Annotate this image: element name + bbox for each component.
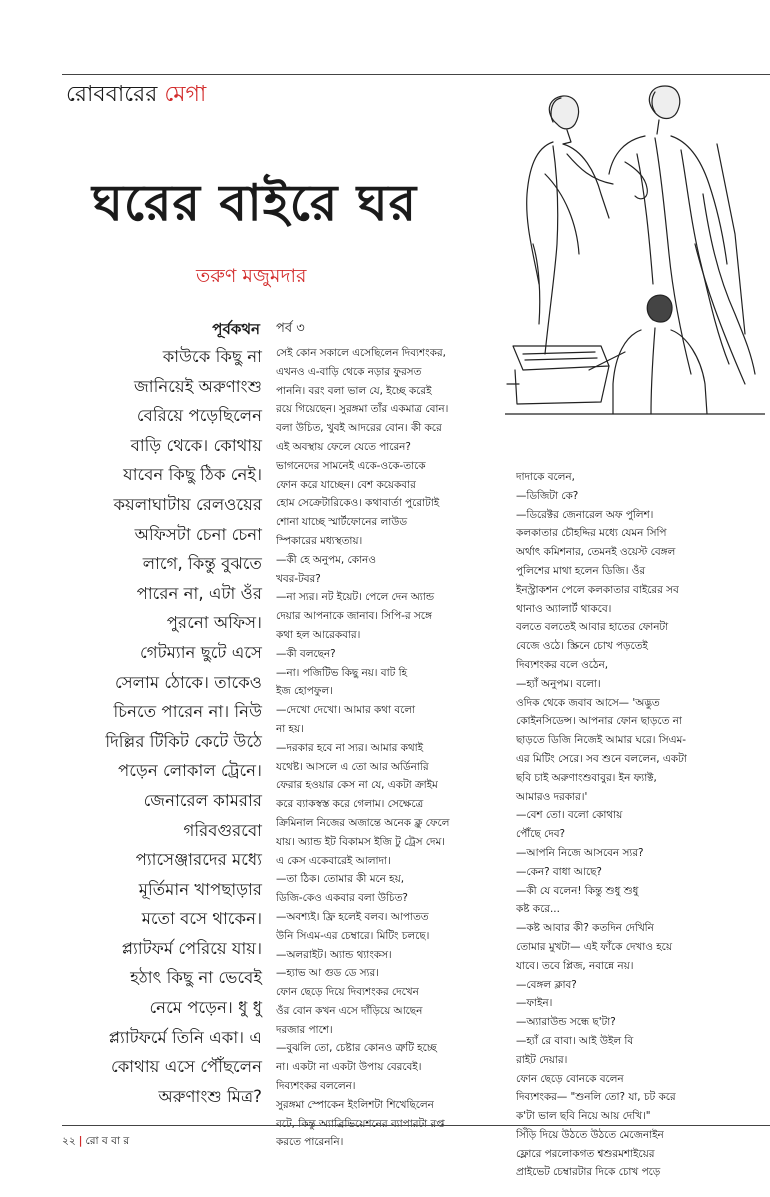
- illustration-two-women-and-man: [505, 84, 765, 419]
- text-line: ফোন করে যাচ্ছেন। বেশ কয়েকবার: [276, 478, 416, 491]
- text-line: করতে পারেননি।: [276, 1136, 344, 1149]
- text-line: —কী যে বলেন! কিন্তু শুধু শুধু: [516, 884, 639, 897]
- text-line: ওদিক থেকে জবাব আসে— 'অদ্ভুত: [516, 696, 660, 709]
- text-line: বেজে ওঠে। স্ক্রিনে চোখ পড়তেই: [516, 640, 648, 653]
- text-line: নেমে পড়েন। ধু ধু: [149, 998, 262, 1018]
- text-line: হঠাৎ কিছু না ভেবেই: [130, 968, 262, 988]
- text-line: —হ্যাঁ রে বাবা। আই উইল বি: [516, 1034, 634, 1047]
- text-line: থানাও অ্যালার্ট থাকবে।: [516, 602, 612, 615]
- text-line: ইনস্ট্রাকশন পেলে কলকাতার বাইরের সব: [516, 583, 679, 596]
- text-line: পারেন না, এটা ওঁর: [136, 583, 262, 603]
- text-line: উনি সিএম-এর চেম্বারে। মিটিং চলছে।: [276, 929, 430, 942]
- bottom-rule: [62, 1125, 770, 1126]
- section-name: রোববারের: [66, 82, 158, 107]
- top-rule: [62, 74, 770, 75]
- text-line: ফোন ছেড়ে বোনকে বলেন: [516, 1072, 624, 1085]
- text-line: —কেন? বাধা আছে?: [516, 865, 602, 878]
- section-accent: মেগা: [164, 82, 207, 107]
- text-line: —অলরাইট। অ্যান্ড থ্যাংকস।: [276, 948, 392, 961]
- text-line: শোনা যাচ্ছে স্মার্টফোনের লাউড: [276, 516, 407, 529]
- text-line: মূর্তিমান খাপছাড়ার: [138, 879, 262, 899]
- text-line: বটে, কিন্তু অ্যাব্রিভিয়েশনের ব্যাপারটা রপ্ত: [276, 1117, 445, 1130]
- text-line: গেটম্যান ছুটে এসে: [140, 642, 262, 662]
- text-line: —তা ঠিক। তোমার কী মনে হয়,: [276, 873, 405, 886]
- text-line: ক্রিমিনাল নিজের অজান্তে অনেক ক্লু ফেলে: [276, 816, 450, 829]
- text-line: দাদাকে বলেন,: [516, 471, 575, 483]
- text-line: সেই কোন সকালে এসেছিলেন দিব্যশংকর,: [276, 347, 446, 359]
- author-name: তরুণ মজুমদার: [196, 265, 307, 287]
- text-line: কথা হল আরেকবার।: [276, 628, 361, 641]
- text-line: বাড়ি থেকে। কোথায়: [130, 435, 262, 455]
- text-line: অরুণাংশু মিত্র?: [158, 1086, 262, 1106]
- page-footer: [62, 1134, 129, 1151]
- text-line: কলকাতার চৌহদ্দির মধ্যে যেমন সিপি: [516, 527, 667, 540]
- text-line: —ডিজিটা কে?: [516, 489, 579, 502]
- text-line: অর্থাৎ কমিশনার, তেমনই ওয়েস্ট বেঙ্গল: [516, 546, 676, 559]
- text-line: দিব্যশংকর বললেন।: [276, 1080, 356, 1093]
- text-line: যায়। অ্যান্ড ইট বিকামস ইজি টু ট্রেস দেম।: [276, 835, 445, 848]
- text-line: পুলিশের মাথা হলেন ডিজি। ওঁর: [516, 564, 646, 577]
- text-line: প্রাইভেট চেম্বারটার দিকে চোখ পড়ে: [516, 1166, 661, 1179]
- text-line: —অ্যারাউন্ড সন্ধে ছ'টা?: [516, 1016, 616, 1029]
- text-line: ছাড়তে ডিজি নিজেই আমার ঘরে। সিএম-: [516, 734, 687, 747]
- text-line: ওঁর বোন কখন এসে দাঁড়িয়ে আছেন: [276, 1004, 423, 1017]
- text-line: ভাগনেদের সামনেই একে-ওকে-তাকে: [276, 459, 426, 472]
- text-line: সুরঙ্গমা স্পোকেন ইংলিশটা শিখেছিলেন: [276, 1098, 434, 1111]
- prologue-summary: [66, 342, 262, 1111]
- text-line: কাউকে কিছু না: [162, 347, 262, 366]
- text-line: —হ্যাঁ অনুপম। বলো।: [516, 677, 601, 690]
- text-line: দিব্যশংকর বলে ওঠেন,: [516, 658, 609, 671]
- footer-separator: |: [78, 1135, 83, 1147]
- text-line: —হ্যাভ আ গুড ডে স্যর।: [276, 967, 379, 980]
- text-line: এখনও এ-বাড়ি থেকে নড়ার ফুরসত: [276, 365, 422, 378]
- text-line: স্পিকারের মধ্যস্থতায়।: [276, 534, 363, 547]
- text-line: গরিবগুরবো: [183, 820, 262, 840]
- text-line: দরজার পাশে।: [276, 1023, 333, 1036]
- article-column-2: [516, 468, 732, 1182]
- text-line: না হয়।: [276, 722, 304, 735]
- text-line: রাইট দেয়ার।: [516, 1053, 568, 1066]
- text-line: ফ্লোরে পরলোকগত শ্বশুরমশাইয়ের: [516, 1147, 655, 1160]
- text-line: দিব্যশংকর— "শুনলি তো? যা, চট করে: [516, 1091, 676, 1104]
- text-line: পৌঁছে দেব?: [516, 828, 565, 841]
- text-line: কোথায় এসে পৌঁছলেন: [110, 1057, 262, 1077]
- text-line: —কী বলছেন?: [276, 647, 336, 660]
- text-line: ক'টা ভাল ছবি নিয়ে আয় দেখি।": [516, 1110, 651, 1123]
- text-line: এই অবস্থায় ফেলে যেতে পারেন?: [276, 440, 411, 453]
- text-line: অফিসটা চেনা চেনা: [134, 524, 262, 544]
- text-line: কয়লাঘাটায় রেলওয়ের: [113, 494, 262, 514]
- text-line: আমারও দরকার।': [516, 790, 588, 803]
- text-line: বলা উচিত, খুবই আদরের বোন। কী করে: [276, 422, 442, 435]
- text-line: দিল্লির টিকিট কেটে উঠে: [105, 731, 262, 751]
- text-line: —দেখো দেখো। আমার কথা বলো: [276, 704, 416, 717]
- text-line: —অবশ্যই। ফ্রি হলেই বলব। আপাতত: [276, 910, 429, 923]
- text-line: —না স্যর। নট ইয়েট। পেলে দেন অ্যান্ড: [276, 591, 435, 604]
- text-line: পুরনো অফিস।: [166, 613, 262, 633]
- text-line: রয়ে গিয়েছেন। সুরঙ্গমা তাঁর একমাত্র বোন।: [276, 403, 449, 416]
- text-line: যাবে। তবে প্লিজ, নবান্নে নয়।: [516, 959, 634, 972]
- text-line: —বুঝলি তো, চেষ্টার কোনও ত্রুটি হচ্ছে: [276, 1042, 437, 1055]
- text-line: —না। পজিটিভ কিছু নয়। বাট হি: [276, 666, 408, 679]
- text-line: —আপনি নিজে আসবেন স্যর?: [516, 846, 644, 859]
- text-line: এ কেস একেবারেই আলাদা।: [276, 854, 391, 867]
- text-line: লাগে, কিন্তু বুঝতে: [142, 554, 262, 574]
- text-line: ফেরার হওয়ার কেস না যে, একটা ক্রাইম: [276, 779, 438, 792]
- article-column-1: [276, 344, 498, 1152]
- article-title: ঘরের বাইরে ঘর: [92, 174, 418, 232]
- text-line: না। একটা না একটা উপায় বেরবেই।: [276, 1061, 422, 1074]
- text-line: কোইনসিডেন্স। আপনার ফোন ছাড়তে না: [516, 715, 682, 728]
- text-line: প্ল্যাটফর্মে তিনি একা। এ: [108, 1027, 262, 1047]
- text-line: —ডিরেক্টর জেনারেল অফ পুলিশ।: [516, 508, 654, 521]
- text-line: যথেষ্ট। আসলে এ তো আর অর্ডিনারি: [276, 760, 429, 773]
- text-line: ছবি চাই অরুণাংশুবাবুর। ইন ফ্যাক্ট,: [516, 771, 657, 784]
- text-line: কষ্ট করে...: [516, 903, 560, 916]
- text-line: —বেঙ্গল ক্লাব?: [516, 978, 577, 991]
- text-line: বলতে বলতেই আবার হাতের ফোনটা: [516, 621, 669, 634]
- page-number: ২২: [62, 1135, 76, 1147]
- text-line: খবর-টবর?: [276, 572, 321, 585]
- text-line: করে ব্যাকস্বস্ত করে গেলাম। সেক্ষেত্রে: [276, 798, 424, 811]
- text-line: সেলাম ঠোকে। তাকেও: [114, 672, 262, 692]
- text-line: জানিয়েই অরুণাংশু: [133, 376, 262, 396]
- text-line: —দরকার হবে না স্যর। আমার কথাই: [276, 741, 424, 754]
- text-line: তোমার মুখটা— এই ফাঁকে দেখাও হয়ে: [516, 940, 672, 953]
- text-line: ডিজি-কেও একবার বলা উচিত?: [276, 892, 408, 905]
- text-line: —বেশ তো। বলো কোথায়: [516, 809, 623, 822]
- text-line: মতো বসে থাকেন।: [141, 909, 262, 929]
- magazine-name: রো ব বা র: [85, 1135, 130, 1147]
- text-line: —কী হে অনুপম, কোনও: [276, 553, 376, 566]
- text-line: যাবেন কিছু ঠিক নেই।: [123, 465, 262, 485]
- text-line: —কষ্ট আবার কী? কতদিন দেখিনি: [516, 922, 654, 935]
- text-line: —ফাইন।: [516, 997, 553, 1010]
- text-line: প্যাসেঞ্জারদের মধ্যে: [135, 850, 262, 870]
- part-label: পর্ব ৩: [276, 321, 305, 336]
- text-line: হোম সেক্রেটারিকেও। কথাবার্তা পুরোটাই: [276, 497, 440, 510]
- text-line: পড়েন লোকাল ট্রেনে।: [118, 761, 262, 781]
- text-line: এর মিটিং সেরে। সব শুনে বললেন, একটা: [516, 752, 687, 765]
- text-line: ইজ হোপফুল।: [276, 685, 333, 698]
- text-line: সিঁড়ি দিয়ে উঠতে উঠতে মেজেনাইন: [516, 1128, 664, 1141]
- text-line: চিনতে পারেন না। নিউ: [113, 702, 262, 722]
- text-line: ফোন ছেড়ে দিয়ে দিব্যশংকর দেখেন: [276, 986, 419, 999]
- text-line: দেয়ার আপনাকে জানাব। সিপি-র সঙ্গে: [276, 610, 432, 623]
- prologue-label: পূর্বকথন: [212, 320, 260, 338]
- text-line: বেরিয়ে পড়েছিলেন: [136, 406, 262, 426]
- text-line: প্ল্যাটফর্ম পেরিয়ে যায়।: [121, 938, 262, 958]
- text-line: জেনারেল কামরার: [143, 790, 262, 810]
- text-line: পাননি। বরং বলা ভাল যে, ইচ্ছে করেই: [276, 384, 432, 397]
- section-header: [66, 80, 206, 110]
